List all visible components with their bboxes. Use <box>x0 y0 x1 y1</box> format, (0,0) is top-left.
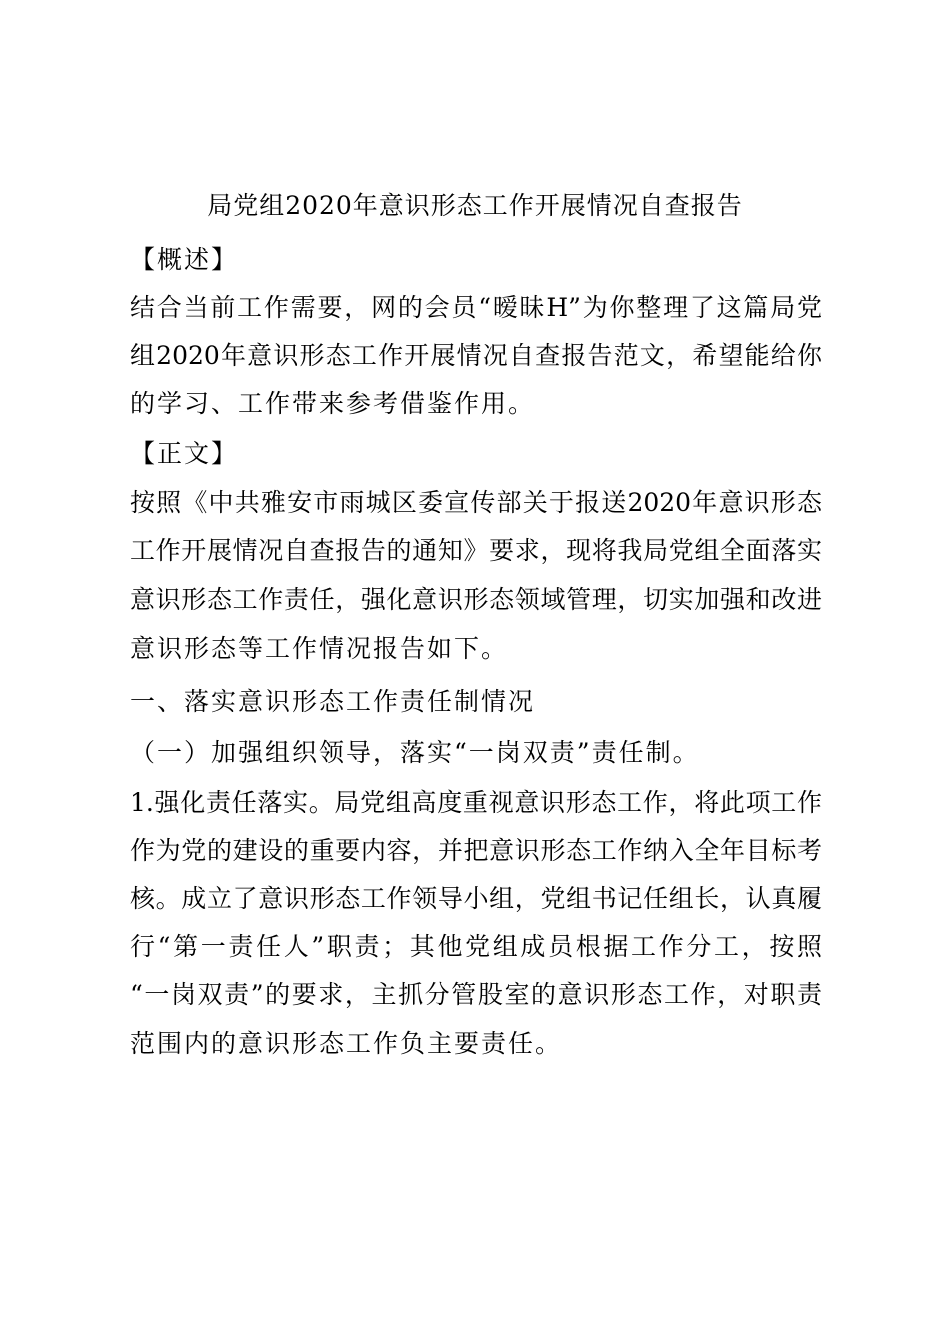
summary-line: 组2020年意识形态工作开展情况自查报告范文，希望能给你 <box>130 341 822 370</box>
heading-level-2: （一）加强组织领导，落实“一岗双责”责任制。 <box>130 738 700 767</box>
paragraph-line: 范围内的意识形态工作负主要责任。 <box>130 1029 563 1058</box>
body-line: 意识形态工作责任，强化意识形态领域管理，切实加强和改进 <box>130 585 822 614</box>
summary-line: 结合当前工作需要，网的会员“暧昧H”为你整理了这篇局党 <box>130 293 822 322</box>
paragraph-line: 1.强化责任落实。局党组高度重视意识形态工作，将此项工作 <box>130 788 822 817</box>
body-line: 按照《中共雅安市雨城区委宣传部关于报送2020年意识形态 <box>130 488 822 517</box>
body-line: 意识形态等工作情况报告如下。 <box>130 634 509 663</box>
document-title: 局党组2020年意识形态工作开展情况自查报告 <box>207 191 743 220</box>
paragraph-line: 行“第一责任人”职责；其他党组成员根据工作分工，按照 <box>130 932 822 961</box>
body-line: 工作开展情况自查报告的通知》要求，现将我局党组全面落实 <box>130 536 822 565</box>
paragraph-line: 作为党的建设的重要内容，并把意识形态工作纳入全年目标考 <box>130 836 822 865</box>
paragraph-line: “一岗双责”的要求，主抓分管股室的意识形态工作，对职责 <box>130 980 822 1009</box>
section-label-body: 【正文】 <box>130 439 239 468</box>
summary-line: 的学习、工作带来参考借鉴作用。 <box>130 389 536 418</box>
paragraph-line: 核。成立了意识形态工作领导小组，党组书记任组长，认真履 <box>130 884 822 913</box>
heading-level-1: 一、落实意识形态工作责任制情况 <box>130 687 536 716</box>
section-label-summary: 【概述】 <box>130 245 239 274</box>
